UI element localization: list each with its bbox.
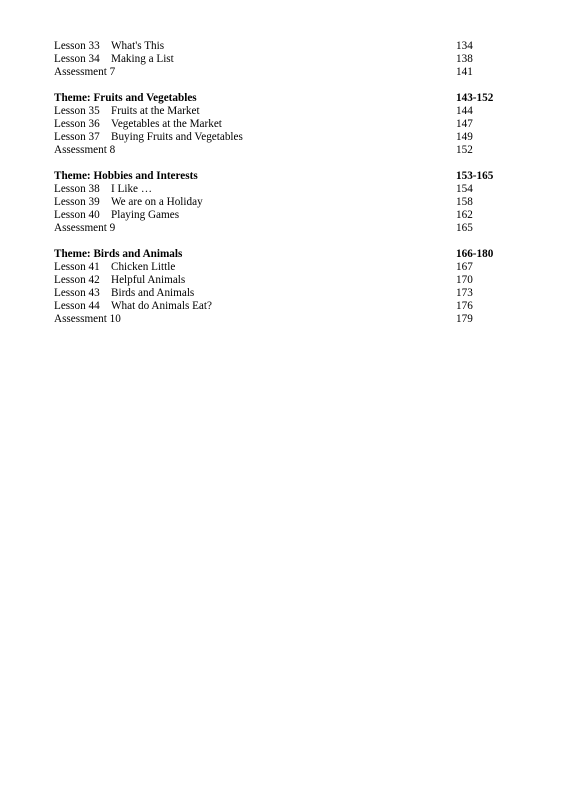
lesson-title: What's This	[111, 40, 165, 52]
toc-entry	[54, 300, 502, 313]
toc-entry-label	[54, 40, 164, 53]
theme-title: Theme: Birds and Animals	[54, 248, 183, 260]
page-number: 173	[456, 287, 473, 299]
toc-entry-label	[54, 209, 179, 222]
page-number: 154	[456, 183, 473, 195]
page-number: 162	[456, 209, 473, 221]
lesson-number: Lesson 44	[54, 300, 100, 312]
lesson-title: Chicken Little	[111, 261, 176, 273]
toc-entry-label	[54, 118, 222, 131]
lesson-number: Lesson 34	[54, 53, 100, 65]
toc-entry	[54, 131, 502, 144]
page-number: 147	[456, 118, 473, 130]
toc-section	[54, 248, 502, 326]
toc-entry	[54, 196, 502, 209]
toc-entry-label	[54, 105, 200, 118]
lesson-number: Lesson 35	[54, 105, 100, 117]
lesson-number: Lesson 39	[54, 196, 100, 208]
page-number: 134	[456, 40, 473, 52]
theme-title: Theme: Hobbies and Interests	[54, 170, 198, 182]
theme-page-range: 166-180	[456, 248, 494, 260]
toc-entry-label	[54, 300, 212, 313]
assessment-label: Assessment 8	[54, 144, 116, 156]
lesson-title: Buying Fruits and Vegetables	[111, 131, 243, 143]
toc-entry-label	[54, 261, 175, 274]
lesson-number: Lesson 37	[54, 131, 100, 143]
page-number: 138	[456, 53, 473, 65]
toc-entry-label	[54, 287, 194, 300]
lesson-number: Lesson 43	[54, 287, 100, 299]
page-number: 141	[456, 66, 473, 78]
page-number: 144	[456, 105, 473, 117]
theme-heading	[54, 92, 502, 105]
toc-entry	[54, 105, 502, 118]
theme-heading	[54, 170, 502, 183]
page-number: 167	[456, 261, 473, 273]
theme-page-range: 143-152	[456, 92, 494, 104]
assessment-label: Assessment 10	[54, 313, 121, 325]
lesson-number: Lesson 36	[54, 118, 100, 130]
lesson-title: Fruits at the Market	[111, 105, 200, 117]
page-number: 179	[456, 313, 473, 325]
toc-entry	[54, 66, 502, 79]
lesson-title: What do Animals Eat?	[111, 300, 212, 312]
toc-section	[54, 40, 502, 79]
page-number: 165	[456, 222, 473, 234]
toc-entry-label	[54, 131, 243, 144]
toc-entry	[54, 274, 502, 287]
lesson-title: I Like …	[111, 183, 153, 195]
toc-entry	[54, 313, 502, 326]
lesson-number: Lesson 38	[54, 183, 100, 195]
lesson-title: Vegetables at the Market	[111, 118, 222, 130]
toc-section	[54, 170, 502, 235]
theme-page-range: 153-165	[456, 170, 494, 182]
lesson-number: Lesson 41	[54, 261, 100, 273]
lesson-title: Making a List	[111, 53, 174, 65]
toc-entry	[54, 183, 502, 196]
lesson-title: Playing Games	[111, 209, 180, 221]
lesson-number: Lesson 42	[54, 274, 100, 286]
page-number: 149	[456, 131, 473, 143]
page-number: 170	[456, 274, 473, 286]
page-number: 152	[456, 144, 473, 156]
lesson-title: We are on a Holiday	[111, 196, 203, 208]
toc-entry	[54, 261, 502, 274]
toc-entry	[54, 40, 502, 53]
assessment-label: Assessment 9	[54, 222, 116, 234]
toc-entry	[54, 144, 502, 157]
toc-entry	[54, 209, 502, 222]
page-number: 176	[456, 300, 473, 312]
lesson-title: Birds and Animals	[111, 287, 195, 299]
page-number: 158	[456, 196, 473, 208]
toc-entry-label	[54, 196, 203, 209]
table-of-contents	[54, 40, 502, 339]
toc-entry	[54, 118, 502, 131]
toc-entry-label	[54, 183, 152, 196]
lesson-title: Helpful Animals	[111, 274, 186, 286]
theme-heading	[54, 248, 502, 261]
lesson-number: Lesson 33	[54, 40, 100, 52]
assessment-label: Assessment 7	[54, 66, 116, 78]
theme-title: Theme: Fruits and Vegetables	[54, 92, 197, 104]
lesson-number: Lesson 40	[54, 209, 100, 221]
toc-entry-label	[54, 53, 174, 66]
toc-entry-label	[54, 274, 185, 287]
toc-section	[54, 92, 502, 157]
toc-entry	[54, 53, 502, 66]
toc-entry	[54, 222, 502, 235]
toc-entry	[54, 287, 502, 300]
